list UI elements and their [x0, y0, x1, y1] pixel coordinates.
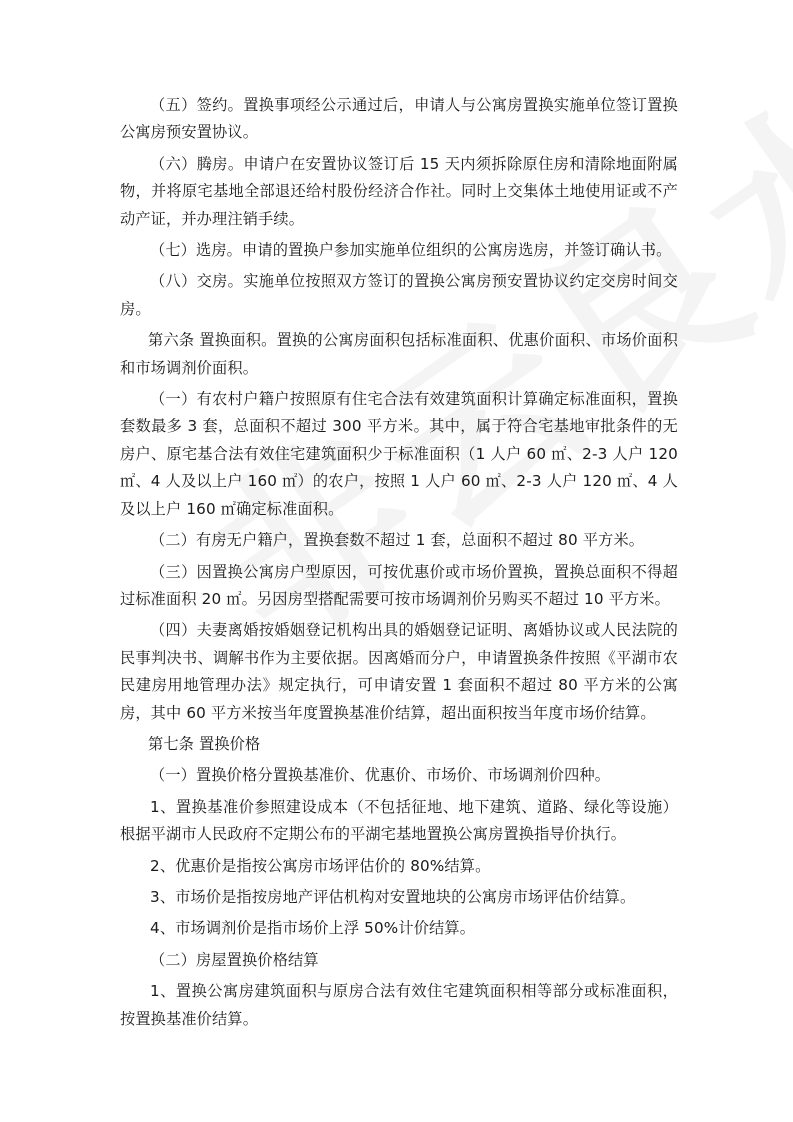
paragraph-vacate: （六）腾房。申请户在安置协议签订后 15 天内须拆除原住房和清除地面附属物，并将原宅基地全部退还给村股份经济合作社。同时上交集体土地使用证或不产动产证，并办理注销手续。 [120, 154, 678, 228]
paragraph-sign: （五）签约。置换事项经公示通过后，申请人与公寓房置换实施单位签订置换公寓房预安置协议。 [120, 96, 678, 142]
paragraph-6-2: （二）有房无户籍户，置换套数不超过 1 套，总面积不超过 80 平方米。 [150, 531, 645, 550]
paragraph-select: （七）选房。申请的置换户参加实施单位组织的公寓房选房，并签订确认书。 [150, 241, 672, 260]
paragraph-7-2-1: 1、置换公寓房建筑面积与原房合法有效住宅建筑面积相等部分或标准面积，按置换基准价结算。 [120, 982, 678, 1028]
article-6-heading: 第六条 置换面积。置换的公寓房面积包括标准面积、优惠价面积、市场价面积和市场调剂价面积。 [120, 331, 678, 377]
paragraph-6-4: （四）夫妻离婚按婚姻登记机构出具的婚姻登记证明、离婚协议或人民法院的民事判决书、调解书作为主要依据。因离婚而分户，申请置换条件按照《平湖市农民建房用地管理办法》规定执行，可申请安置 1 套面积不超过 80 平方米的公寓房，其中 60 平方米按当年度置换基准价结算，超出面积按当年度市场价结算。 [120, 621, 678, 722]
paragraph-handover: （八）交房。实施单位按照双方签订的置换公寓房预安置协议约定交房时间交房。 [120, 272, 678, 318]
paragraph-7-2: （二）房屋置换价格结算 [150, 950, 319, 969]
paragraph-7-1-4: 4、市场调剂价是指市场价上浮 50%计价结算。 [150, 919, 476, 938]
paragraph-7-1-3: 3、市场价是指按房地产评估机构对安置地块的公寓房市场评估价结算。 [150, 887, 636, 906]
article-7-heading: 第七条 置换价格 [148, 734, 261, 753]
paragraph-6-1: （一）有农村户籍户按照原有住宅合法有效建筑面积计算确定标准面积，置换套数最多 3 套，总面积不超过 300 平方米。其中，属于符合宅基地审批条件的无房户、原宅基合法有效住宅建筑面积少于标准面积（1 人户 60 ㎡、2-3 人户 120 ㎡、4 人及以上户 160 ㎡）的农户，按照 1 人户 60 ㎡、2-3 人户 120 ㎡、4 人及以上户 160 ㎡确定标准面积。 [120, 390, 678, 518]
paragraph-6-3: （三）因置换公寓房户型原因，可按优惠价或市场价置换，置换总面积不得超过标准面积 20 ㎡。另因房型搭配需要可按市场调剂价另购买不超过 10 平方米。 [120, 562, 678, 608]
paragraph-7-1-1: 1、置换基准价参照建设成本（不包括征地、地下建筑、道路、绿化等设施）根据平湖市人民政府不定期公布的平湖宅基地置换公寓房置换指导价执行。 [120, 797, 678, 844]
paragraph-7-1: （一）置换价格分置换基准价、优惠价、市场价、市场调剂价四种。 [150, 766, 611, 785]
document-body [120, 92, 678, 1037]
paragraph-7-1-2: 2、优惠价是指按公寓房市场评估价的 80%结算。 [150, 856, 491, 875]
